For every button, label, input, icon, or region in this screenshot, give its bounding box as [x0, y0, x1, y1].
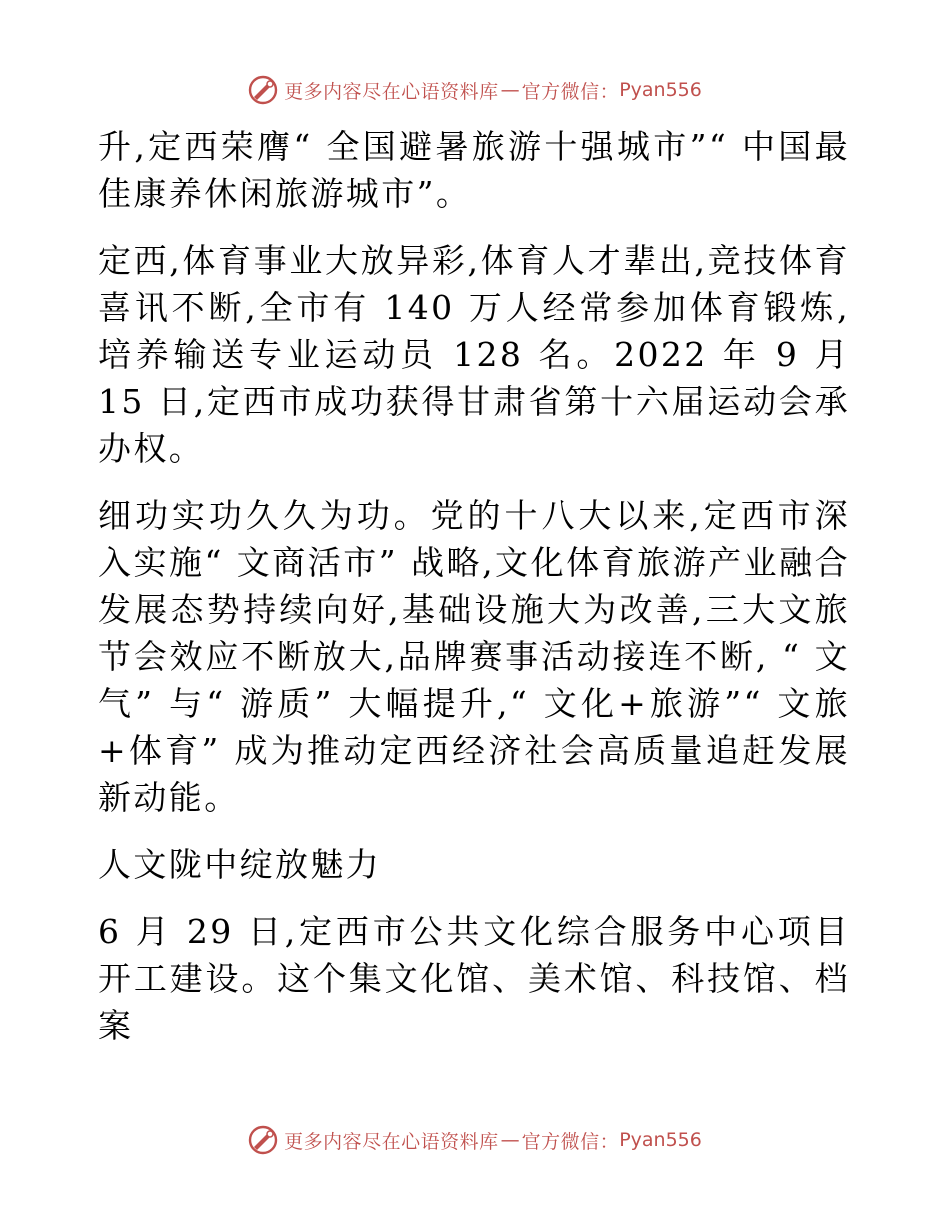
watermark-wechat-label: 官方微信： [521, 1130, 620, 1153]
document-body [98, 123, 850, 1069]
paragraph-1: 升,定西荣膺“ 全国避暑旅游十强城市”“ 中国最佳康养休闲旅游城市”。 [98, 127, 850, 213]
quill-logo-icon [248, 75, 278, 105]
paragraph-3: 细功实功久久为功。党的十八大以来,定西市深入实施“ 文商活市” 战略,文化体育旅游产业融合发展态势持续向好,基础设施大为改善,三大文旅节会效应不断放大,品牌赛事活动接连不断, “ 文气” 与“ 游质” 大幅提升,“ 文化+旅游”“ 文旅+体育” 成为推动定西经济社会高质量追赶发展新动能。 [98, 496, 850, 817]
quill-logo-icon [248, 1125, 278, 1155]
watermark-wechat-label: 官方微信： [521, 80, 620, 103]
header-watermark [0, 70, 950, 110]
watermark-separator: — [500, 1129, 520, 1151]
footer-watermark [0, 1120, 950, 1160]
paragraph-4: 6 月 29 日,定西市公共文化综合服务中心项目开工建设。这个集文化馆、美术馆、科技馆、档案 [98, 912, 850, 1045]
watermark-text: 更多内容尽在心语资料库 [284, 80, 499, 103]
section-heading: 人文陇中绽放魅力 [98, 845, 382, 884]
watermark-wechat-id: Pyan556 [619, 1129, 702, 1151]
paragraph-2: 定西,体育事业大放异彩,体育人才辈出,竞技体育喜讯不断,全市有 140 万人经常参加体育锻炼,培养输送专业运动员 128 名。2022 年 9 月 15 日,定西市成功获得甘肃省第十六届运动会承办权。 [98, 241, 850, 468]
watermark-separator: — [500, 79, 520, 101]
watermark-text: 更多内容尽在心语资料库 [284, 1130, 499, 1153]
watermark-wechat-id: Pyan556 [619, 79, 702, 101]
